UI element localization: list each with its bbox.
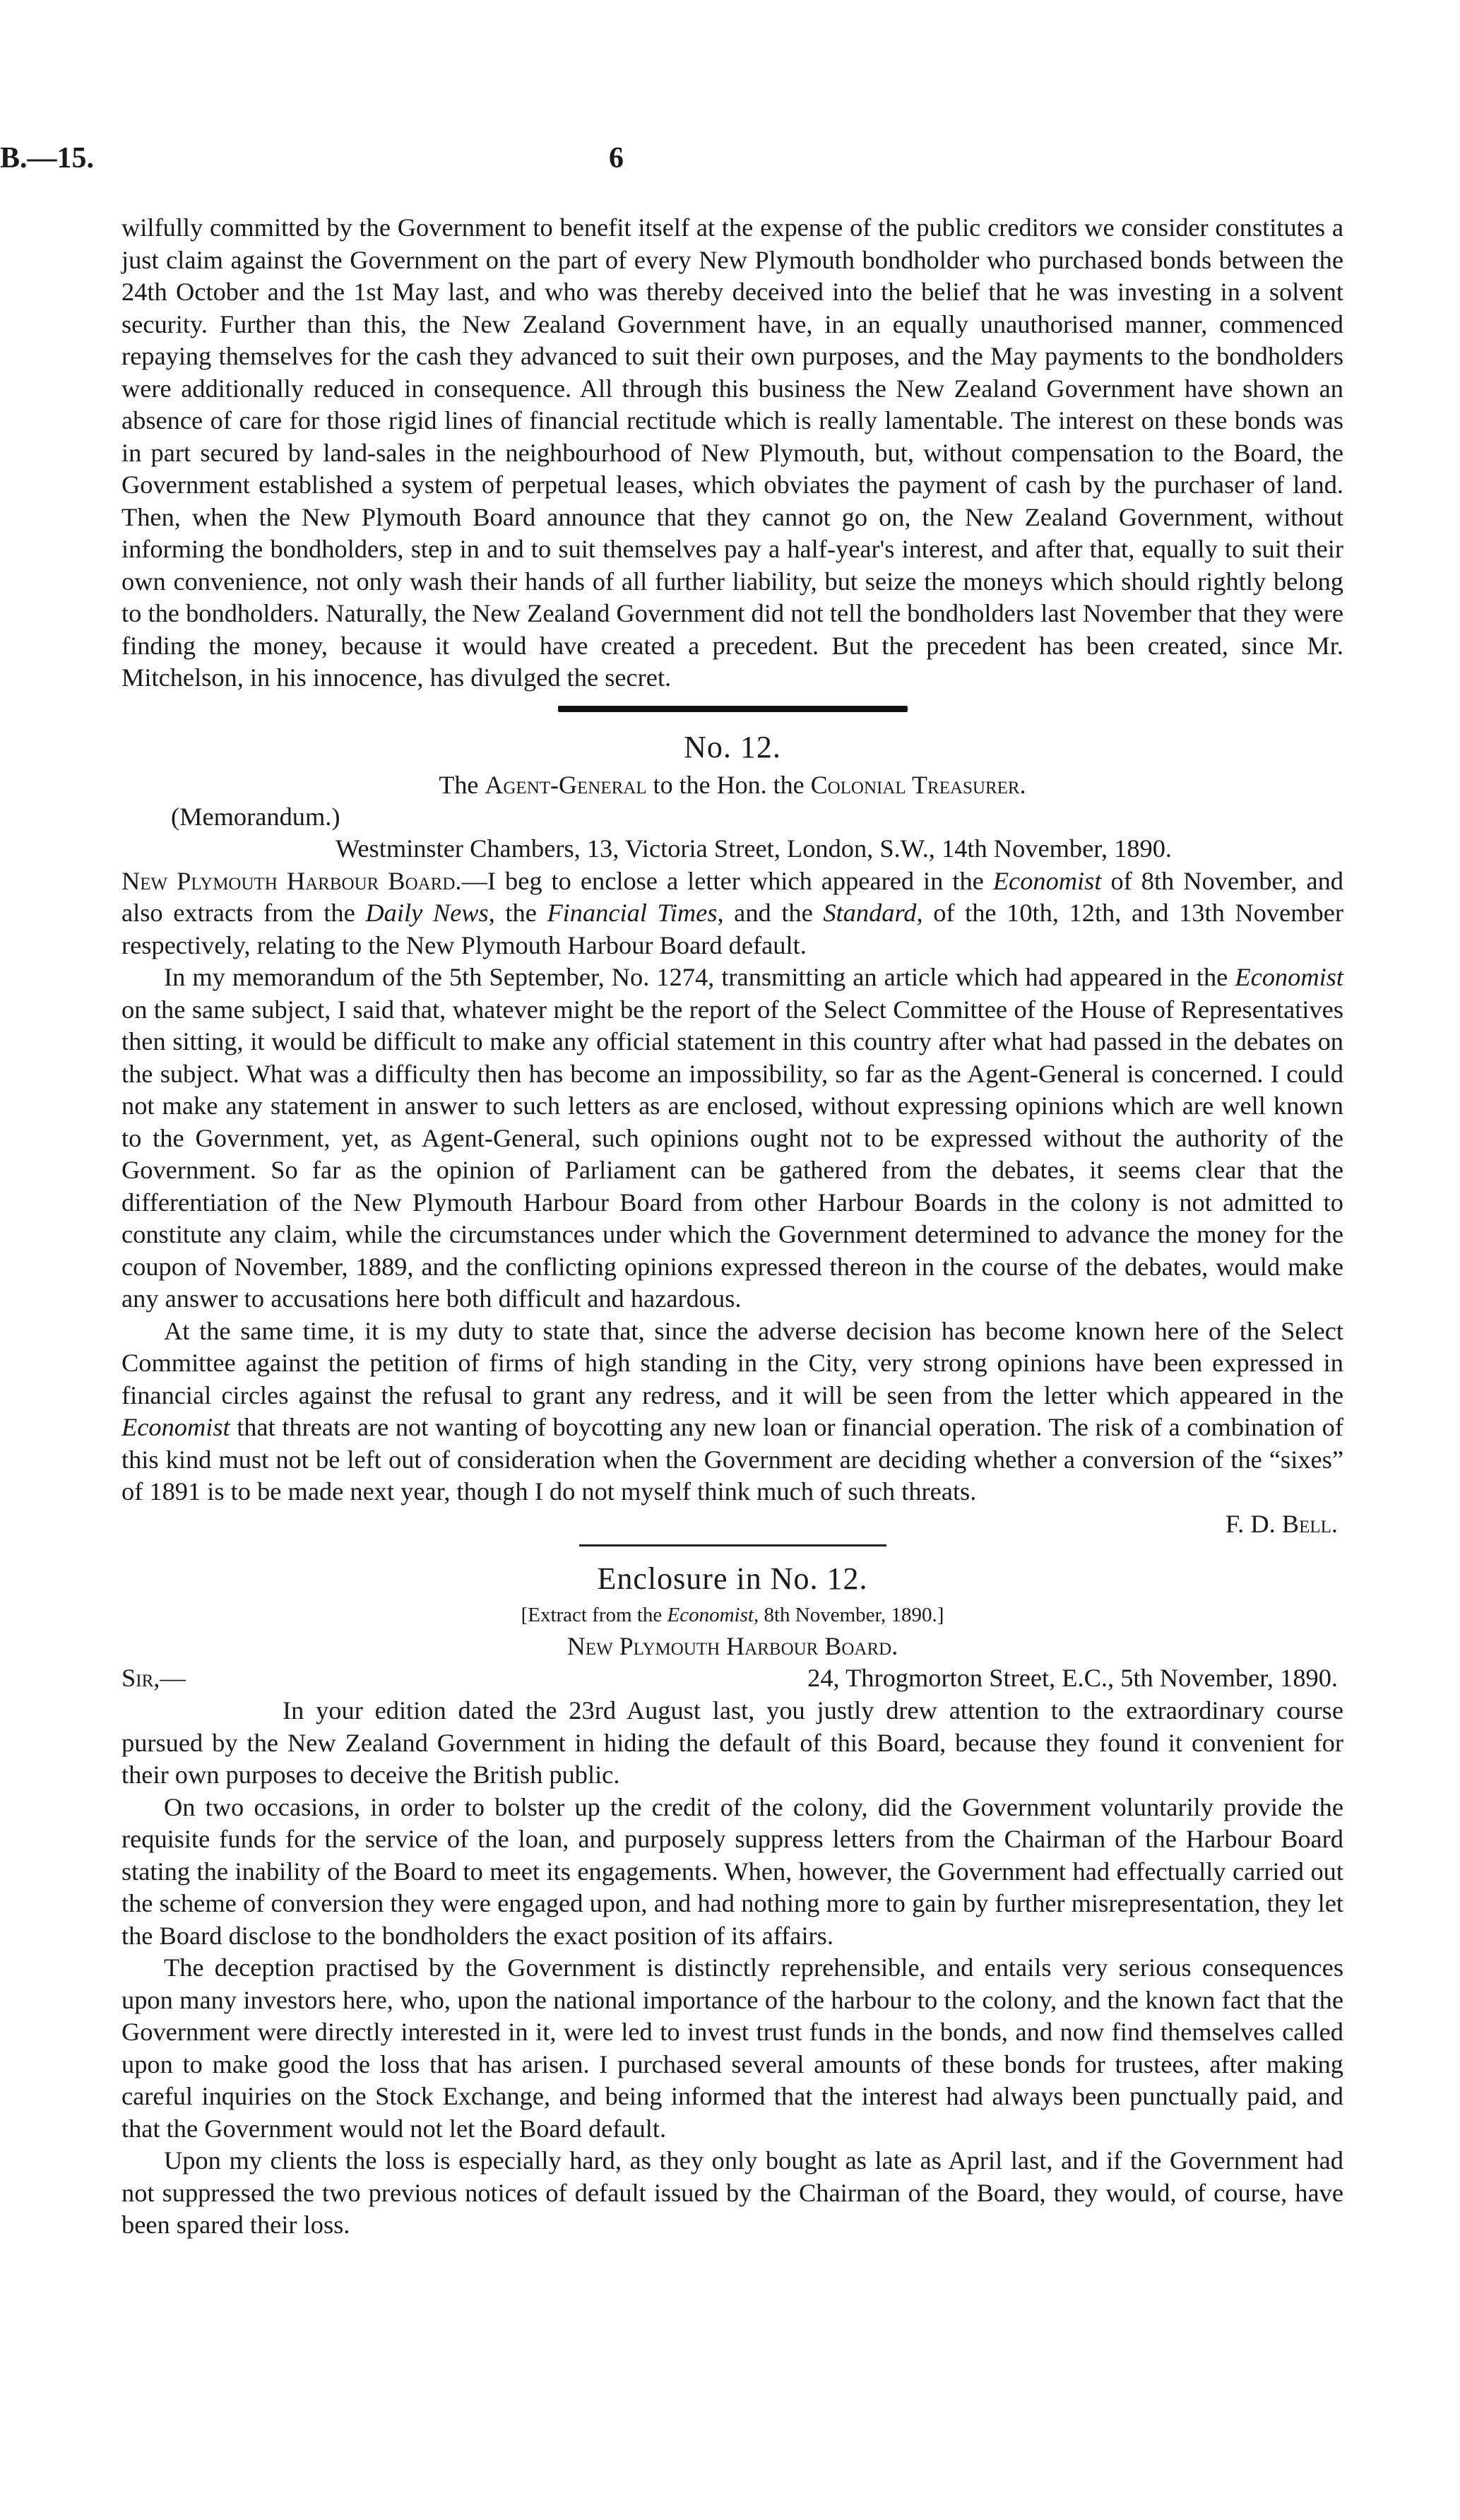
memo-paragraph-3: At the same time, it is my duty to state that, since the adverse decision has become known here of the Select Committee against the petition of firms of high standing in the City, very strong opinions have been expressed in financial circles against the refusal to grant any redress, and it will be seen from the letter which appeared in the Economist that threats are not wanting of boycotting any new loan or financial operation. The risk of a combination of this kind must not be left out of consideration when the Government are deciding whether a conversion of the “sixes” of 1891 is to be made next year, though I do not myself think much of such threats. (121, 1316, 1343, 1506)
letter-paragraph: In your edition dated the 23rd August last, you justly drew attention to the extraordinary course pursued by the New Zealand Government in hiding the default of this Board, because they found it convenient for their own purposes to deceive the British public. (121, 1696, 1343, 1789)
salutation: Sir,— (121, 1664, 186, 1692)
letter-header (121, 1662, 1343, 1695)
letter-address-date: 24, Throgmorton Street, E.C., 5th November, 1890. (807, 1664, 1338, 1692)
signature: F. D. Bell. (1225, 1509, 1338, 1538)
page (121, 0, 1343, 2242)
memorandum-label: (Memorandum.) (171, 802, 340, 831)
extract-source-line: [Extract from the Economist, 8th November, 1890.] (521, 1604, 944, 1626)
document-reference: B.—15. (0, 142, 95, 174)
section-divider-thick (558, 706, 908, 712)
continued-paragraph: wilfully committed by the Government to benefit itself at the expense of the public creditors we consider constitutes a just claim against the Government on the part of every New Plymouth bondholder who purchased bonds between the 24th October and the 1st May last, and who was thereby deceived into the belief that he was investing in a solvent security. Further than this, the New Zealand Government have, in an equally unauthorised manner, commenced repaying themselves for the cash they advanced to suit their own purposes, and the May payments to the bondholders were additionally reduced in consequence. All through this business the New Zealand Government have shown an absence of care for those rigid lines of financial rectitude which is really lamentable. The interest on these bonds was in part secured by land-sales in the neighbourhood of New Plymouth, but, without compensation to the Board, the Government established a system of perpetual leases, which obviates the payment of cash by the purchaser of land. Then, when the New Plymouth Board announce that they cannot go on, the New Zealand Government, without informing the bondholders, step in and to suit themselves pay a half-year's interest, and after that, equally to suit their own convenience, not only wash their hands of all further liability, but seize the moneys which should rightly belong to the bondholders. Naturally, the New Zealand Government did not tell the bondholders last November that they were finding the money, because it would have created a precedent. But the precedent has been created, since Mr. Mitchelson, in his innocence, has divulged the secret. (121, 213, 1343, 692)
letter-paragraph: Upon my clients the loss is especially hard, as they only bought as late as April last, and if the Government had not suppressed the two previous notices of default issued by the Chairman of the Board, they would, of course, have been spared their loss. (121, 2146, 1343, 2239)
section-heading-no12: No. 12. (684, 729, 781, 764)
letter-paragraph: The deception practised by the Government is distinctly reprehensible, and entails very serious consequences upon many investors here, who, upon the national importance of the harbour to the colony, and the known fact that the Government were directly interested in it, were led to invest trust funds in the bonds, and now find themselves called upon to make good the loss that has arisen. I purchased several amounts of these bonds for trustees, after making careful inquiries on the Stock Exchange, and being informed that the interest had always been punctually paid, and that the Government would not let the Board default. (121, 1953, 1343, 2143)
memo-paragraph-1: New Plymouth Harbour Board.—I beg to enclose a letter which appeared in the Economist of 8th November, and also extracts from the Daily News, the Financial Times, and the Standard, of the 10th, 12th, and 13th November respectively, relating to the New Plymouth Harbour Board default. (121, 866, 1344, 959)
memo-paragraph-2: In my memorandum of the 5th September, No. 1274, transmitting an article which had appeared in the Economist on the same subject, I said that, whatever might be the report of the Select Committee of the House of Representatives then sitting, it would be difficult to make any official statement in this country after what had passed in the debates on the subject. What was a difficulty then has become an impossibility, so far as the Agent-General is concerned. I could not make any statement in answer to such letters as are enclosed, without expressing opinions which are well known to the Government, yet, as Agent-General, such opinions ought not to be expressed without the authority of the Government. So far as the opinion of Parliament can be gathered from the debates, it seems clear that the differentiation of the New Plymouth Harbour Board from other Harbour Boards in the colony is not admitted to constitute any claim, while the circumstances under which the Government determined to advance the money for the coupon of November, 1889, and the conflicting opinions expressed thereon in the course of the debates, would make any answer to accusations here both difficult and hazardous. (121, 963, 1343, 1313)
memo-address-date: Westminster Chambers, 13, Victoria Street, London, S.W., 14th November, 1890. (335, 834, 1173, 863)
section-divider-thin (579, 1544, 886, 1546)
page-number: 6 (609, 142, 624, 174)
section-subtitle: The Agent-General to the Hon. the Colonial Treasurer. (439, 770, 1026, 799)
page-body (121, 141, 1343, 2242)
enclosure-title: New Plymouth Harbour Board. (566, 1632, 898, 1660)
letter-paragraph: On two occasions, in order to bolster up the credit of the colony, did the Government voluntarily provide the requisite funds for the service of the loan, and purposely suppress letters from the Chairman of the Harbour Board stating the inability of the Board to meet its engagements. When, however, the Government had effectually carried out the scheme of conversion they were engaged upon, and had nothing more to gain by further misrepresentation, they let the Board disclose to the bondholders the exact position of its affairs. (121, 1792, 1343, 1950)
enclosure-heading: Enclosure in No. 12. (597, 1561, 868, 1596)
